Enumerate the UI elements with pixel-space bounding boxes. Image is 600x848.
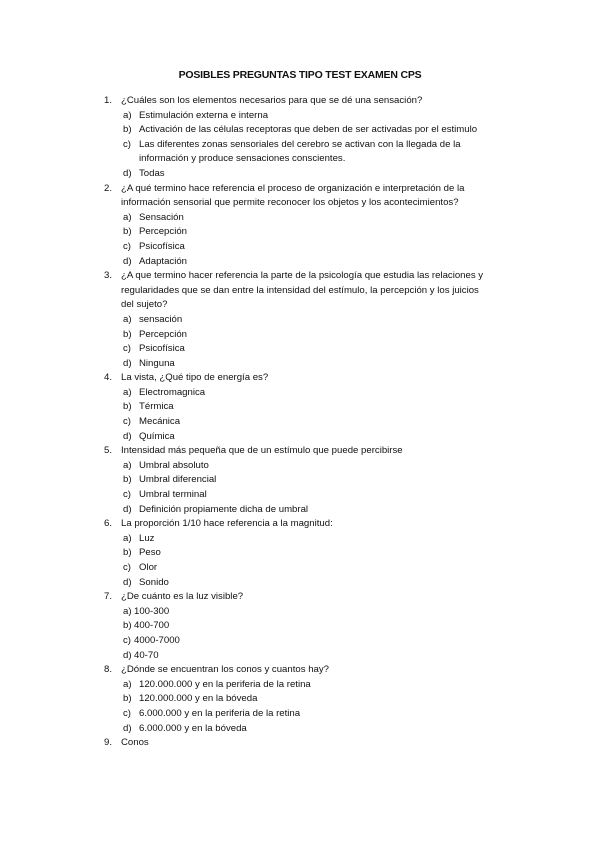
question-text: ¿A que termino hacer referencia la parte de la psicología que estudia las relaciones y [121,270,484,282]
answer-option [0,692,600,707]
option-text: Percepción [139,328,187,340]
question-7 [0,590,600,663]
option-letter: d) [123,255,132,267]
option-letter: c) [123,634,131,646]
option-text: 120.000.000 y en la periferia de la retina [139,678,311,690]
option-letter: d) [123,430,132,442]
answer-option [0,619,600,634]
answer-option [0,123,600,138]
option-text: 6.000.000 y en la bóveda [139,722,247,734]
question-line [0,298,600,313]
question-number: 8. [104,664,113,676]
question-6 [0,517,600,590]
option-letter: d) [123,576,132,588]
option-text: Sonido [139,576,169,588]
option-text: Umbral absoluto [139,459,209,471]
question-line [0,444,600,459]
option-letter: b) [123,226,132,238]
answer-option [0,634,600,649]
question-9 [0,736,600,751]
question-line [0,269,600,284]
question-8 [0,663,600,736]
answer-option [0,576,600,591]
question-2 [0,182,600,270]
option-letter: d) [123,167,132,179]
answer-option [0,386,600,401]
question-line [0,517,600,532]
question-number: 9. [104,737,113,749]
answer-option [0,152,600,167]
option-letter: d) [123,649,132,661]
option-letter: d) [123,357,132,369]
option-text: Peso [139,547,161,559]
option-text: Química [139,430,175,442]
option-letter: b) [123,124,132,136]
question-line [0,663,600,678]
question-text: Intensidad más pequeña que de un estímulo que puede percibirse [121,445,403,457]
option-letter: d) [123,503,132,515]
question-1 [0,94,600,182]
option-letter: c) [123,343,131,355]
answer-option [0,722,600,737]
option-text: información y produce sensaciones conscientes. [139,153,346,165]
option-text: Las diferentes zonas sensoriales del cerebro se activan con la llegada de la [139,138,461,150]
option-text: Ninguna [139,357,175,369]
option-text: Todas [139,167,165,179]
answer-option [0,109,600,124]
question-number: 5. [104,445,113,457]
option-letter: a) [123,532,132,544]
option-text: Mecánica [139,416,181,428]
answer-option [0,678,600,693]
question-text: ¿Cuáles son los elementos necesarios para que se dé una sensación? [121,95,423,106]
question-text: ¿Dónde se encuentran los conos y cuantos hay? [121,664,329,676]
option-text: Psicofísica [139,343,185,355]
question-text: ¿A qué termino hace referencia el proceso de organización e interpretación de la [121,182,465,194]
option-text: 400-700 [134,620,170,632]
question-number: 7. [104,591,113,603]
option-letter: a) [123,109,132,121]
question-line [0,196,600,211]
option-text: Activación de las células receptoras que deben de ser activadas por el estimulo [139,124,478,136]
answer-option [0,430,600,445]
option-letter: a) [123,605,132,617]
option-text: Umbral terminal [139,489,207,501]
answer-option [0,473,600,488]
question-number: 6. [104,518,113,530]
option-letter: c) [123,138,131,150]
question-text: ¿De cuánto es la luz visible? [121,591,244,603]
answer-option [0,415,600,430]
option-letter: a) [123,313,132,325]
document-title: POSIBLES PREGUNTAS TIPO TEST EXAMEN CPS [178,69,422,81]
answer-option [0,328,600,343]
option-letter: b) [123,547,132,559]
question-text: La vista, ¿Qué tipo de energía es? [121,372,269,384]
option-letter: b) [123,620,132,632]
answer-option [0,459,600,474]
option-text: sensación [139,313,183,325]
answer-option [0,488,600,503]
option-text: Olor [139,562,158,573]
option-letter: a) [123,678,132,690]
answer-option [0,503,600,518]
option-text: 6.000.000 y en la periferia de la retina [139,707,301,719]
option-text: Definición propiamente dicha de umbral [139,503,309,515]
option-letter: b) [123,693,132,705]
question-3 [0,269,600,371]
answer-option [0,240,600,255]
option-text: Estimulación externa e interna [139,109,269,121]
answer-option [0,167,600,182]
answer-option [0,357,600,372]
option-letter: c) [123,240,131,252]
answer-option [0,532,600,547]
answer-option [0,649,600,664]
option-text: 40-70 [134,649,159,661]
question-4 [0,371,600,444]
answer-option [0,313,600,328]
question-text: del sujeto? [121,299,168,311]
option-letter: c) [123,707,131,719]
question-list [0,94,600,751]
option-letter: a) [123,386,132,398]
question-5 [0,444,600,517]
question-line [0,371,600,386]
option-letter: c) [123,562,131,573]
question-line [0,590,600,605]
option-text: Adaptación [139,255,188,267]
question-number: 1. [104,95,113,106]
question-line [0,284,600,299]
question-line [0,182,600,197]
option-letter: b) [123,328,132,340]
option-letter: b) [123,401,132,413]
answer-option [0,342,600,357]
question-line [0,94,600,109]
question-text: Conos [121,737,149,749]
question-text: regularidades que se dan entre la intensidad del estímulo, la percepción y los juicios [121,284,479,296]
option-text: 120.000.000 y en la bóveda [139,693,258,705]
answer-option [0,211,600,226]
answer-option [0,255,600,270]
option-text: Sensación [139,211,184,223]
question-text: La proporción 1/10 hace referencia a la magnitud: [121,518,333,530]
question-number: 3. [104,270,113,282]
answer-option [0,225,600,240]
option-text: Electromagnica [139,386,206,398]
question-number: 2. [104,182,113,194]
option-letter: c) [123,416,131,428]
question-line [0,736,600,751]
option-letter: d) [123,722,132,734]
option-letter: a) [123,459,132,471]
answer-option [0,400,600,415]
option-text: 100-300 [134,605,170,617]
answer-option [0,546,600,561]
answer-option [0,561,600,576]
answer-option [0,605,600,620]
option-text: Térmica [139,401,174,413]
option-text: Umbral diferencial [139,474,217,486]
option-letter: a) [123,211,132,223]
answer-option [0,707,600,722]
option-text: Percepción [139,226,187,238]
option-text: 4000-7000 [134,634,180,646]
option-text: Luz [139,532,155,544]
answer-option [0,138,600,153]
option-text: Psicofísica [139,240,185,252]
question-text: información sensorial que permite reconocer los objetos y los acontecimientos? [121,197,459,209]
option-letter: c) [123,489,131,501]
question-number: 4. [104,372,113,384]
option-letter: b) [123,474,132,486]
